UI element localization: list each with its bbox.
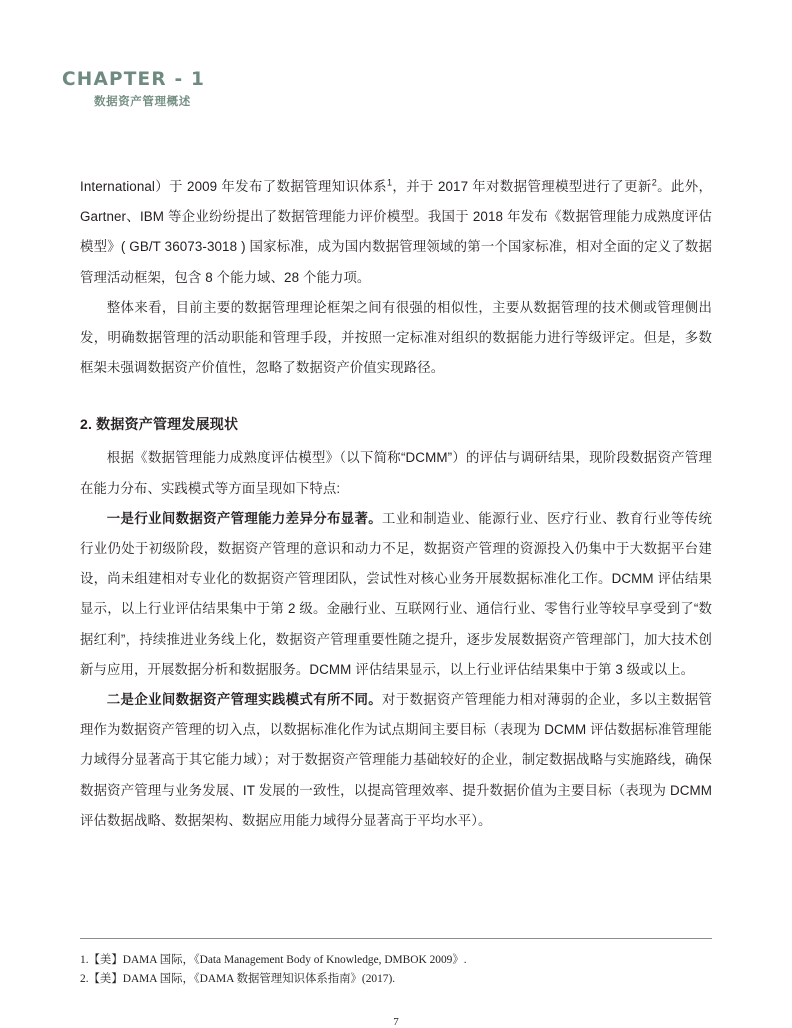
paragraph-point-two-body: 对于数据资产管理能力相对薄弱的企业，多以主数据管理作为数据资产管理的切入点，以数据标准化作为试点期间主要目标（表现为 DCMM 评估数据标准管理能力域得分显著高于其它能力域）；对于数据资产管理能力基础较好的企业，制定数据战略与实施路线，确保数据资产管理与业务发展、IT 发展的一致性，以提高管理效率、提升数据价值为主要目标（表现为 DCMM 评估数据战略、数据架构、数据应用能力域得分显著高于平均水平）。 xyxy=(80,692,712,828)
chapter-subtitle: 数据资产管理概述 xyxy=(94,94,191,109)
footnote-marker-1: 1 xyxy=(386,177,393,188)
paragraph-point-two-lead: 二是企业间数据资产管理实践模式有所不同。 xyxy=(106,692,383,708)
footnote-marker-2: 2 xyxy=(651,177,657,188)
paragraph-point-one xyxy=(80,504,712,685)
paragraph-dcmm-intro: 根据《数据管理能力成熟度评估模型》（以下简称“DCMM”）的评估与调研结果，现阶段数据资产管理在能力分布、实践模式等方面呈现如下特点: xyxy=(80,450,712,496)
paragraph-intro-part-b: ，并于 2017 年对数据管理模型进行了更新 xyxy=(392,179,652,194)
footnote-item: 2.【美】DAMA 国际，《DAMA 数据管理知识体系指南》(2017). xyxy=(80,973,396,985)
paragraph-point-one-body: 工业和制造业、能源行业、医疗行业、教育行业等传统行业仍处于初级阶段，数据资产管理的意识和动力不足，数据资产管理的资源投入仍集中于大数据平台建设，尚未组建相对专业化的数据资产管理团队，尝试性对核心业务开展数据标准化工作。DCMM 评估结果显示，以上行业评估结果集中于第 2 级。金融行业、互联网行业、通信行业、零售行业等较早享受到了“数据红利”，持续推进业务线上化，数据资产管理重要性随之提升，逐步发展数据资产管理部门，加大技术创新与应用，开展数据分析和数据服务。DCMM 评估结果显示，以上行业评估结果集中于第 3 级或以上。 xyxy=(80,510,712,677)
paragraph-point-two xyxy=(80,685,712,836)
paragraph-intro-part-c: 。此外，Gartner、IBM 等企业纷纷提出了数据管理能力评价模型。我国于 2018 年发布《数据管理能力成熟度评估模型》( GB/T 36073-3018 ) 国家标准，成为国内数据管理领域的第一个国家标准，相对全面的定义了数据管理活动框架，包含 8 个能力域、28 个能力项。 xyxy=(80,179,713,285)
chapter-label: CHAPTER - 1 xyxy=(62,69,206,90)
paragraph-intro-part-a: International）于 2009 年发布了数据管理知识体系 xyxy=(80,179,387,194)
chapter-header xyxy=(62,70,462,109)
page-number: 7 xyxy=(393,1016,399,1028)
footnote-item: 1.【美】DAMA 国际，《Data Management Body of Knowledge, DMBOK 2009》. xyxy=(80,954,467,966)
footnote-separator xyxy=(80,938,712,939)
paragraph-overview: 整体来看，目前主要的数据管理理论框架之间有很强的相似性，主要从数据管理的技术侧或管理侧出发，明确数据管理的活动职能和管理手段，并按照一定标准对组织的数据能力进行等级评定。但是，多数框架未强调数据资产价值性，忽略了数据资产价值实现路径。 xyxy=(80,299,712,376)
paragraph-intro xyxy=(80,172,712,293)
paragraph-point-one-lead: 一是行业间数据资产管理能力差异分布显著。 xyxy=(106,510,383,526)
footnote-area xyxy=(80,938,712,989)
section-heading-2: 2. 数据资产管理发展现状 xyxy=(80,416,239,433)
document-body xyxy=(80,172,712,836)
